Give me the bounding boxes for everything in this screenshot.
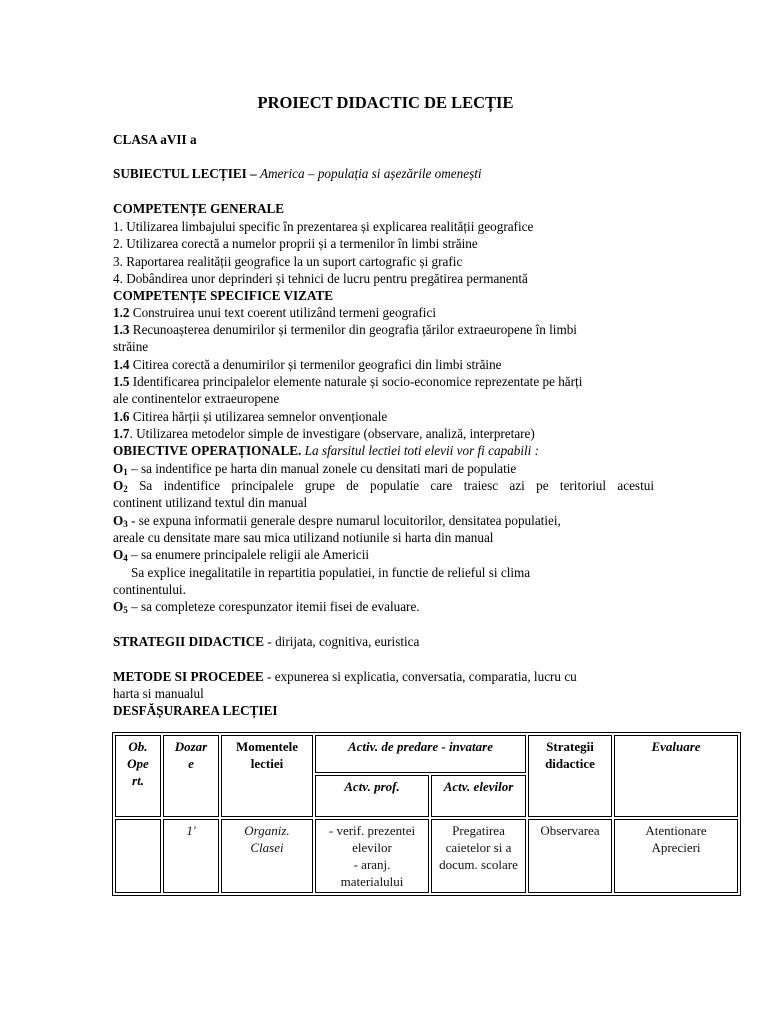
header-text: rt. <box>132 773 144 788</box>
cell-text: - verif. prezentei <box>328 823 416 838</box>
methods-value: - expunerea si explicatia, conversatia, comparatia, lucru cu <box>263 669 577 684</box>
objective-o5 <box>113 598 420 619</box>
header-strategii <box>528 735 612 817</box>
competence-text: Construirea unui text coerent utilizând termeni geografici <box>129 305 436 320</box>
objective-extra: continentului. <box>113 582 186 597</box>
objective-label: O <box>113 513 124 528</box>
subject-dash: – <box>246 166 260 181</box>
strategies-value: - dirijata, cognitiva, euristica <box>264 634 420 649</box>
cell-actv-elevilor <box>431 819 526 893</box>
objective-index: 3 <box>123 519 128 529</box>
competence-number: 1.4 <box>113 357 130 372</box>
cell-text: caietelor si a <box>445 840 512 855</box>
header-text: didactice <box>545 756 595 771</box>
class-label: CLASA aVII a <box>113 132 197 147</box>
cell-text: materialului <box>340 874 404 889</box>
objective-text: – sa enumere principalele religii ale Americii <box>127 547 370 562</box>
header-text: lectiei <box>250 756 284 771</box>
specific-competence-item <box>113 304 436 321</box>
header-text: Dozar <box>174 739 208 754</box>
subject-label: SUBIECTUL LECȚIEI <box>113 166 247 181</box>
objective-index: 1 <box>123 467 128 477</box>
cell-text: Atentionare <box>645 823 707 838</box>
specific-competence-item <box>113 373 582 390</box>
competence-number: 1.3 <box>113 322 130 337</box>
specific-competences-heading: COMPETENȚE SPECIFICE VIZATE <box>113 288 334 303</box>
specific-competence-item <box>113 321 577 338</box>
specific-competence-item <box>113 356 502 373</box>
specific-competence-item <box>113 425 535 442</box>
methods-continuation: harta si manualul <box>113 686 204 701</box>
cell-evaluare <box>614 819 738 893</box>
specific-competence-item <box>113 408 387 425</box>
subject-value: America – populația si așezările omenești <box>259 166 482 181</box>
objective-text: Sa indentifice principalele grupe de populatie care traiesc azi pe teritoriul acestui <box>127 478 654 493</box>
cell-text: Clasei <box>250 840 284 855</box>
cell-moment <box>221 819 313 893</box>
cell-text: elevilor <box>352 840 392 855</box>
lesson-table <box>112 732 741 896</box>
table-header-row <box>115 735 738 773</box>
cell-text: Aprecieri <box>651 840 701 855</box>
objectives-heading-label: OBIECTIVE OPERAȚIONALE. <box>113 443 302 458</box>
objective-label: O <box>113 599 124 614</box>
cell-text: Pregatirea <box>452 823 505 838</box>
header-text: Ope <box>127 756 149 771</box>
competence-number: 1.7 <box>113 426 130 441</box>
header-ob-oper <box>115 735 161 817</box>
header-actv-elevilor: Actv. elevilor <box>431 775 526 817</box>
objective-index: 2 <box>123 484 128 494</box>
competence-number: 1.2 <box>113 305 130 320</box>
objective-continuation: continent utilizand textul din manual <box>113 495 308 510</box>
didactic-strategies <box>113 633 419 650</box>
cell-text: - aranj. <box>353 857 391 872</box>
cell-strategii: Observarea <box>528 819 612 893</box>
header-text: Strategii <box>546 739 594 754</box>
general-competence-item: 3. Raportarea realității geografice la un suport cartografic și grafic <box>113 254 463 269</box>
competence-text: Citirea corectă a denumirilor și termenilor geografici din limbi străine <box>129 357 502 372</box>
cell-actv-prof <box>315 819 429 893</box>
header-dozare <box>163 735 219 817</box>
header-evaluare: Evaluare <box>614 735 738 817</box>
general-competence-item: 1. Utilizarea limbajului specific în prezentarea și explicarea realității geografice <box>113 219 534 234</box>
competence-text: Citirea hărții și utilizarea semnelor onvenționale <box>129 409 388 424</box>
objective-label: O <box>113 478 124 493</box>
methods <box>113 668 577 685</box>
header-momente <box>221 735 313 817</box>
strategies-label: STRATEGII DIDACTICE <box>113 634 265 649</box>
document-title: PROIECT DIDACTIC DE LECȚIE <box>257 93 514 112</box>
header-text: Momentele <box>235 739 299 754</box>
objective-extra: Sa explice inegalitatile in repartitia populatiei, in functie de relieful si clima <box>131 565 531 580</box>
general-competences-heading: COMPETENȚE GENERALE <box>113 201 285 216</box>
header-activ: Activ. de predare - invatare <box>315 735 526 773</box>
lesson-subject <box>113 165 482 182</box>
objective-index: 4 <box>123 553 128 563</box>
methods-label: METODE SI PROCEDEE <box>113 669 264 684</box>
competence-text: Identificarea principalelor elemente naturale și socio-economice reprezentate pe hărți <box>129 374 583 389</box>
competence-number: 1.5 <box>113 374 130 389</box>
header-actv-prof: Actv. prof. <box>315 775 429 817</box>
competence-continuation: străine <box>113 339 149 354</box>
objective-continuation: areale cu densitate mare sau mica utilizand notiunile si harta din manual <box>113 530 494 545</box>
header-text: Ob. <box>128 739 148 754</box>
objective-text: - se expuna informatii generale despre numarul locuitorilor, densitatea populatiei, <box>127 513 561 528</box>
cell-text: docum. scolare <box>439 857 518 872</box>
objectives-intro: La sfarsitul lectiei toti elevii vor fi capabili : <box>301 443 540 458</box>
general-competence-item: 4. Dobândirea unor deprinderi și tehnici de lucru pentru pregătirea permanentă <box>113 271 528 286</box>
competence-continuation: ale continentelor extraeuropene <box>113 391 280 406</box>
objective-text: – sa indentifice pe harta din manual zonele cu densitati mari de populatie <box>127 461 517 476</box>
header-text: e <box>188 756 194 771</box>
cell-text: Organiz. <box>244 823 290 838</box>
competence-text: Recunoașterea denumirilor și termenilor din geografia țărilor extraeuropene în limbi <box>129 322 577 337</box>
objective-index: 5 <box>123 605 128 615</box>
table-row <box>115 819 738 893</box>
objective-label: O <box>113 547 124 562</box>
general-competence-item: 2. Utilizarea corectă a numelor proprii și a termenilor în limbi străine <box>113 236 478 251</box>
cell-dozare: 1ʹ <box>163 819 219 893</box>
cell-ob <box>115 819 161 893</box>
lesson-flow-heading: DESFĂȘURAREA LECȚIEI <box>113 703 278 718</box>
competence-text: . Utilizarea metodelor simple de investigare (observare, analiză, interpretare) <box>129 426 535 441</box>
competence-number: 1.6 <box>113 409 130 424</box>
objective-text: – sa completeze corespunzator itemii fisei de evaluare. <box>127 599 420 614</box>
objective-label: O <box>113 461 124 476</box>
operational-objectives-heading <box>113 442 539 459</box>
